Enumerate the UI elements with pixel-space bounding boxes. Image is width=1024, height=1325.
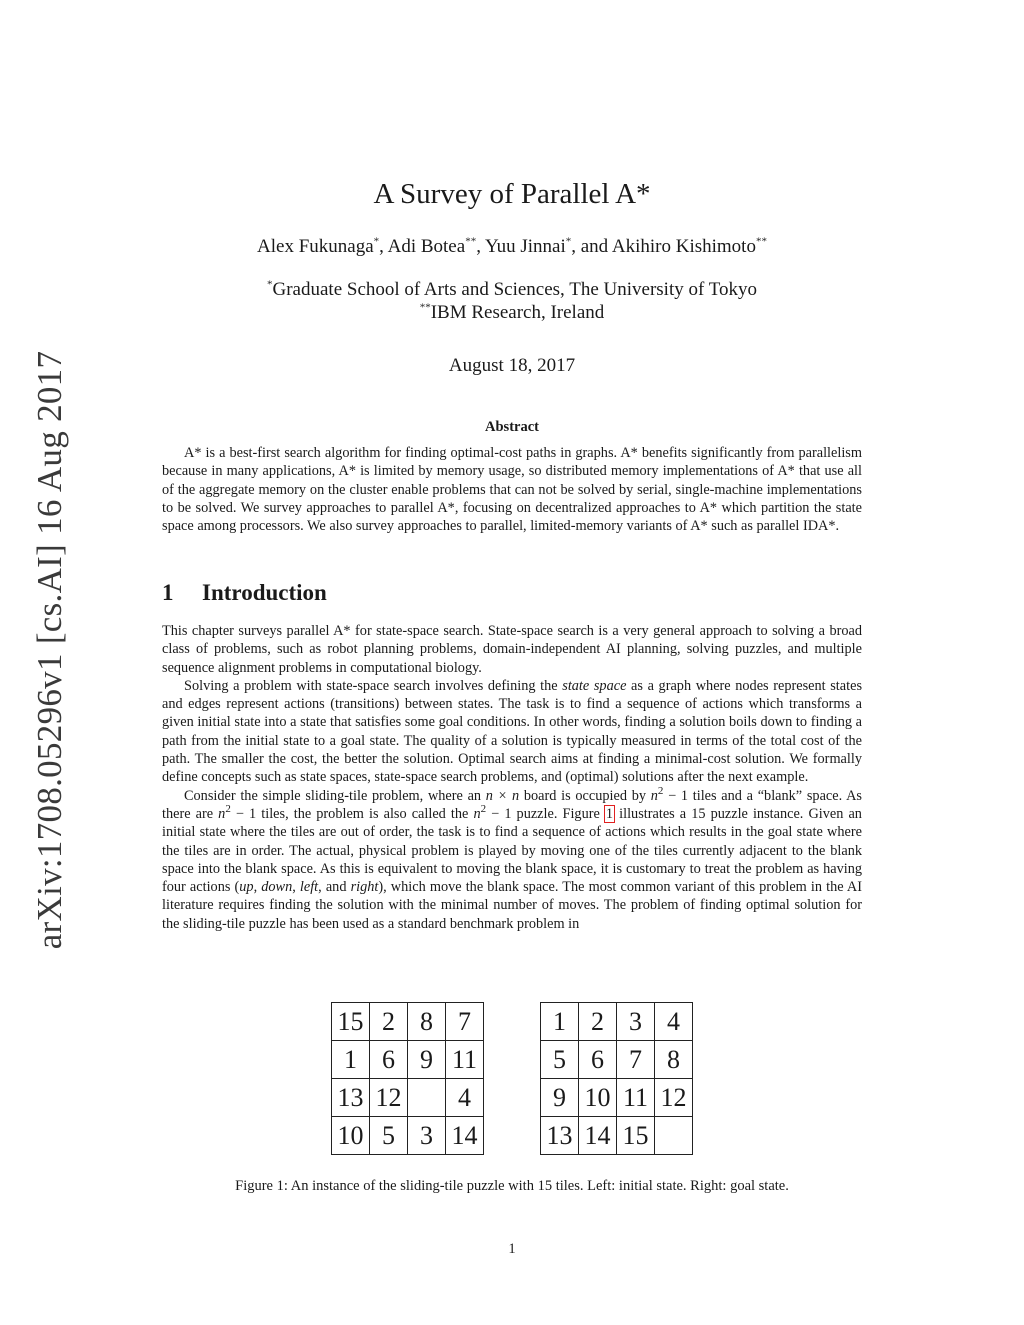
section-title: Introduction	[202, 580, 327, 605]
affiliation-mark: **	[419, 301, 431, 314]
author-name: Akihiro Kishimoto	[611, 236, 756, 257]
separator: , and	[571, 236, 612, 257]
arxiv-identifier: arXiv:1708.05296v1 [cs.AI] 16 Aug 2017	[30, 350, 69, 950]
affiliation-mark: *	[565, 235, 572, 248]
author-name: Alex Fukunaga	[257, 236, 374, 257]
tile: 2	[370, 1003, 408, 1041]
tile: 8	[655, 1041, 693, 1079]
tile: 5	[541, 1041, 579, 1079]
initial-state-grid	[331, 1002, 484, 1155]
section-heading	[162, 580, 327, 606]
separator: ,	[476, 236, 485, 257]
tile: 13	[332, 1079, 370, 1117]
tile: 9	[541, 1079, 579, 1117]
tile: 15	[617, 1117, 655, 1155]
author-list	[0, 236, 1024, 258]
body-text	[162, 622, 862, 933]
tile: 14	[446, 1117, 484, 1155]
tile: 12	[370, 1079, 408, 1117]
affiliation-line	[0, 302, 1024, 324]
tile: 4	[655, 1003, 693, 1041]
figure-reference-link[interactable]: 1	[605, 805, 614, 822]
author-name: Adi Botea	[387, 236, 466, 257]
section-number: 1	[162, 580, 174, 605]
affiliation-mark: *	[267, 278, 273, 291]
tile: 6	[579, 1041, 617, 1079]
tile: 7	[446, 1003, 484, 1041]
tile: 11	[446, 1041, 484, 1079]
tile: 1	[541, 1003, 579, 1041]
figure-caption: Figure 1: An instance of the sliding-tile puzzle with 15 tiles. Left: initial state. Right: goal state.	[235, 1178, 789, 1194]
tile: 6	[370, 1041, 408, 1079]
affiliation-mark: **	[465, 235, 477, 248]
tile: 7	[617, 1041, 655, 1079]
tile: 2	[579, 1003, 617, 1041]
tile: 12	[655, 1079, 693, 1117]
tile: 10	[332, 1117, 370, 1155]
author-name: Yuu Jinnai	[484, 236, 566, 257]
goal-state-grid	[540, 1002, 693, 1155]
tile: 10	[579, 1079, 617, 1117]
emphasis: state space	[562, 677, 627, 694]
affiliation-mark: **	[755, 235, 767, 248]
tile: 4	[446, 1079, 484, 1117]
tile: 15	[332, 1003, 370, 1041]
abstract-text: A* is a best-first search algorithm for finding optimal-cost paths in graphs. A* benefits significantly from parallelism because in many applications, A* is limited by memory usage, so distributed memory implementations of A* that use all of the aggregate memory on the cluster enable problems that can not be solved by serial, single-machine implementations to be solved. We survey approaches to parallel A*, focusing on decentralized approaches to A* which partition the state space among processors. We also survey approaches to parallel, limited-memory variants of A* such as parallel IDA*.	[162, 445, 862, 535]
paragraph: Solving a problem with state-space search involves defining the state space as a graph where nodes represent states and edges represent actions (transitions) between states. The task is to find a sequence of actions which transforms a given initial state into a state that satisfies some goal conditions. In other words, finding a solution boils down to finding a path from the initial state to a goal state. The quality of a solution is typically measured in terms of the total cost of the path. The smaller the cost, the better the solution. Optimal search aims at finding a minimal-cost solution. We formally define concepts such as state spaces, state-space search problems, and (optimal) solutions after the next example.	[162, 677, 863, 786]
tile: 14	[579, 1117, 617, 1155]
tile: 1	[332, 1041, 370, 1079]
tile: 13	[541, 1117, 579, 1155]
tile: 8	[408, 1003, 446, 1041]
tile: 3	[617, 1003, 655, 1041]
paragraph: Consider the simple sliding-tile problem, where an n × n board is occupied by $n^2 - 1$ tiles and a “blank” space. As there are $n^2 - 1$ tiles, the problem is also called the $n^2 - 1$ puzzle. Figure 1 illustrates a 15 puzzle instance. Given an initial state where the tiles are out of order, the task is to find a sequence of actions which results in the goal state where the tiles are in order. The actual, physical problem is played by moving one of the tiles currently adjacent to the blank space into the blank space. As this is equivalent to moving the blank space, it is customary to treat the problem as having four actions (up, down, left, and right), which move the blank space. The most common variant of this problem in the AI literature requires finding the solution with the minimal number of moves. The problem of finding optimal solution for the sliding-tile puzzle has been used as a standard benchmark problem in	[162, 784, 862, 932]
page-number: 1	[508, 1241, 516, 1257]
tile: 11	[617, 1079, 655, 1117]
blank-tile	[655, 1117, 693, 1155]
affiliation-mark: *	[373, 235, 380, 248]
separator: ,	[379, 236, 388, 257]
affiliation-line	[0, 279, 1024, 301]
paper-date: August 18, 2017	[448, 355, 576, 376]
affiliation-text: Graduate School of Arts and Sciences, The University of Tokyo	[272, 279, 757, 300]
paragraph: This chapter surveys parallel A* for state-space search. State-space search is a very general approach to solving a broad class of problems, such as robot planning problems, domain-independent AI planning, solving puzzles, and multiple sequence alignment problems in computational biology.	[162, 623, 862, 676]
tile: 5	[370, 1117, 408, 1155]
tile: 3	[408, 1117, 446, 1155]
blank-tile	[408, 1079, 446, 1117]
paper-title: A Survey of Parallel A*	[373, 178, 651, 210]
abstract-heading: Abstract	[485, 419, 539, 435]
affiliation-text: IBM Research, Ireland	[430, 302, 605, 323]
tile: 9	[408, 1041, 446, 1079]
